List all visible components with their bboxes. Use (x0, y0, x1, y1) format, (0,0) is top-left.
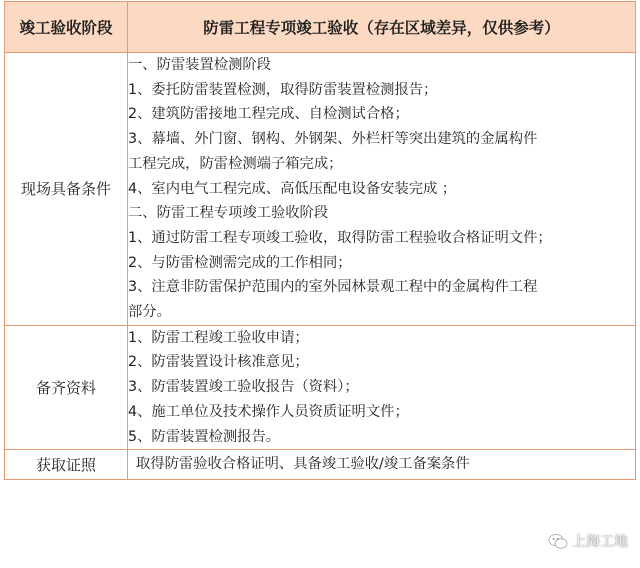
list-item: 2、与防雷检测需完成的工作相同； (128, 254, 352, 271)
list-item: 2、建筑防雷接地工程完成、自检测试合格； (128, 106, 409, 123)
acceptance-table (4, 1, 636, 480)
wechat-icon (548, 533, 568, 550)
table-row-site-conditions (5, 53, 636, 326)
table-row-certificate (5, 450, 636, 480)
list-item: 3、防雷装置竣工验收报告（资料）； (128, 379, 359, 396)
list-item: 1、委托防雷装置检测，取得防雷装置检测报告； (128, 81, 438, 98)
list-item: 3、幕墙、外门窗、钢构、外钢架、外栏杆等突出建筑的金属构件 (128, 131, 538, 148)
list-item: 1、防雷工程竣工验收申请； (128, 329, 309, 346)
list-item: 4、室内电气工程完成、高低压配电设备安装完成 ； (128, 180, 457, 197)
list-item: 3、注意非防雷保护范围内的室外园林景观工程中的金属构件工程 (128, 279, 538, 296)
requirement-list (128, 450, 636, 480)
list-item: 取得防雷验收合格证明、具备竣工验收/竣工备案条件 (136, 456, 470, 473)
table-header-row (5, 2, 636, 53)
list-item: 工程完成，防雷检测端子箱完成； (128, 155, 343, 172)
list-item: 5、防雷装置检测报告。 (128, 428, 281, 445)
requirement-list (128, 53, 636, 326)
list-item: 1、通过防雷工程专项竣工验收，取得防雷工程验收合格证明文件； (128, 229, 552, 246)
watermark-text: 上海工地 (572, 534, 628, 550)
table-row-documents (5, 325, 636, 450)
table-title: 防雷工程专项竣工验收（存在区域差异，仅供参考） (128, 2, 636, 53)
list-item: 部分。 (128, 304, 171, 321)
list-item: 一、防雷装置检测阶段 (128, 57, 271, 73)
list-item: 二、防雷工程专项竣工验收阶段 (128, 205, 329, 222)
stage-label: 现场具备条件 (5, 53, 128, 326)
watermark (548, 531, 628, 551)
requirement-list (128, 325, 636, 450)
stage-label: 获取证照 (5, 450, 128, 480)
stage-label: 备齐资料 (5, 325, 128, 450)
list-item: 2、防雷装置设计核准意见； (128, 354, 309, 371)
list-item: 4、施工单位及技术操作人员资质证明文件； (128, 403, 409, 420)
stage-column-header: 竣工验收阶段 (5, 2, 128, 53)
